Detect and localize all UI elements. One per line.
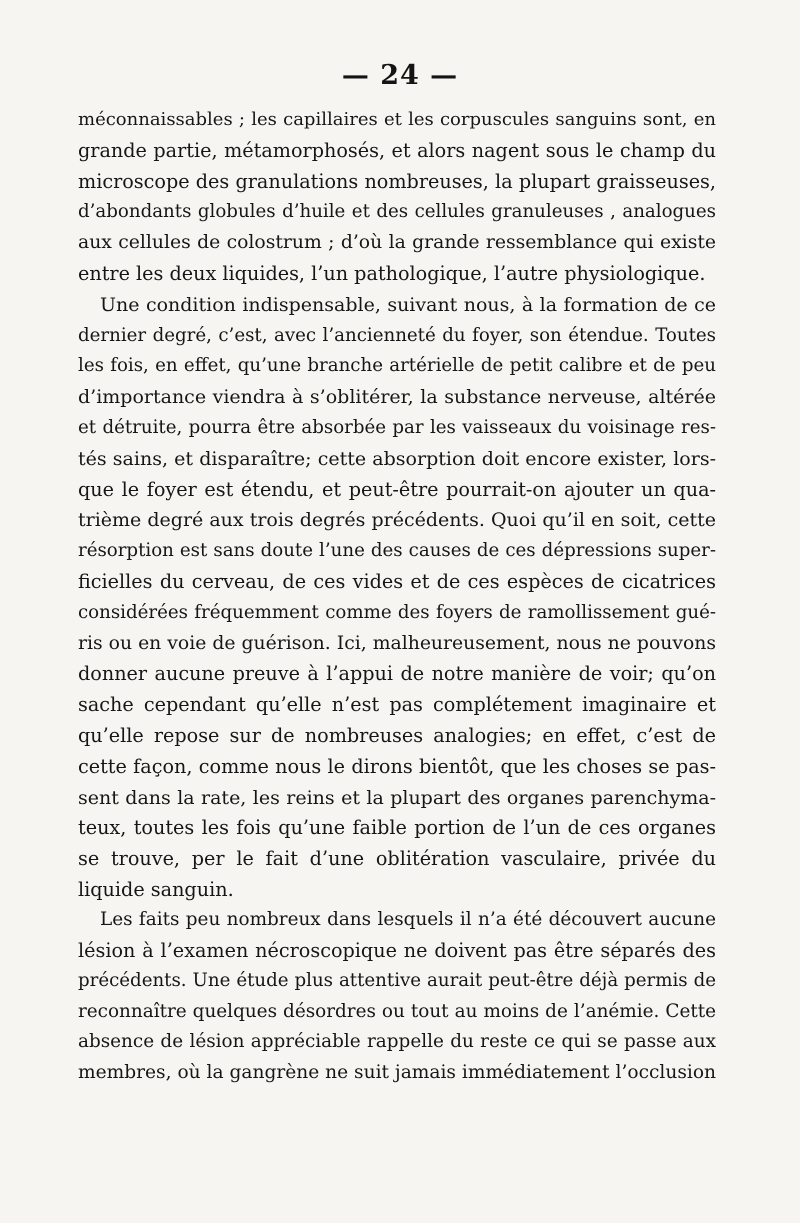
text-line: d’abondants globules d’huile et des cellules granuleuses , analogues xyxy=(78,201,716,223)
text-line: trième degré aux trois degrés précédents. Quoi qu’il en soit, cette xyxy=(78,509,716,532)
text-line: sent dans la rate, les reins et la plupart des organes parenchyma- xyxy=(78,786,716,809)
text-line: membres, où la gangrène ne suit jamais immédiatement l’occlusion xyxy=(78,1061,716,1083)
text-line: dernier degré, c’est, avec l’ancienneté du foyer, son étendue. Toutes xyxy=(78,324,716,346)
text-line: entre les deux liquides, l’un pathologique, l’autre physiologique. xyxy=(78,261,706,285)
text-line: grande partie, métamorphosés, et alors nagent sous le champ du xyxy=(78,138,716,162)
text-line: reconnaître quelques désordres ou tout au moins de l’anémie. Cette xyxy=(78,1000,716,1022)
text-line: Les faits peu nombreux dans lesquels il n’a été découvert aucune xyxy=(100,909,716,930)
text-line: résorption est sans doute l’une des causes de ces dépressions super- xyxy=(78,540,716,562)
text-line: microscope des granulations nombreuses, la plupart graisseuses, xyxy=(78,169,716,193)
text-line: lésion à l’examen nécroscopique ne doivent pas être séparés des xyxy=(78,938,716,962)
text-line: absence de lésion appréciable rappelle du reste ce qui se passe aux xyxy=(78,1031,716,1053)
text-line: cette façon, comme nous le dirons bientôt, que les choses se pas- xyxy=(78,754,716,778)
text-line: que le foyer est étendu, et peut-être pourrait-on ajouter un qua- xyxy=(78,477,716,501)
text-line: donner aucune preuve à l’appui de notre manière de voir; qu’on xyxy=(78,662,716,686)
text-line: ris ou en voie de guérison. Ici, malheureusement, nous ne pouvons xyxy=(78,632,716,654)
text-line: teux, toutes les fois qu’une faible portion de l’un de ces organes xyxy=(78,816,716,840)
text-line: ficielles du cerveau, de ces vides et de ces espèces de cicatrices xyxy=(78,569,716,593)
page-number: — 24 — xyxy=(341,60,459,91)
paragraph-2 xyxy=(78,905,716,1089)
paragraph-1 xyxy=(78,105,716,906)
text-line: liquide sanguin. xyxy=(78,877,234,901)
text-line: se trouve, per le fait d’une oblitération vasculaire, privée du xyxy=(78,847,716,871)
text-line: aux cellules de colostrum ; d’où la grande ressemblance qui existe xyxy=(78,232,716,254)
text-line: sache cependant qu’elle n’est pas complétement imaginaire et xyxy=(78,693,716,717)
text-line: précédents. Une étude plus attentive aurait peut-être déjà permis de xyxy=(78,970,716,992)
text-line: d’importance viendra à s’oblitérer, la substance nerveuse, altérée xyxy=(78,386,716,409)
text-line: qu’elle repose sur de nombreuses analogies; en effet, c’est de xyxy=(78,723,716,747)
text-line: Une condition indispensable, suivant nous, à la formation de ce xyxy=(100,293,716,316)
text-line: les fois, en effet, qu’une branche artérielle de petit calibre et de peu xyxy=(78,355,716,377)
text-line: et détruite, pourra être absorbée par les vaisseaux du voisinage res- xyxy=(78,416,716,438)
text-line: tés sains, et disparaître; cette absorption doit encore exister, lors- xyxy=(78,447,716,470)
text-line: méconnaissables ; les capillaires et les corpuscules sanguins sont, en xyxy=(78,109,716,130)
text-line: considérées fréquemment comme des foyers de ramollissement gué- xyxy=(78,601,716,623)
